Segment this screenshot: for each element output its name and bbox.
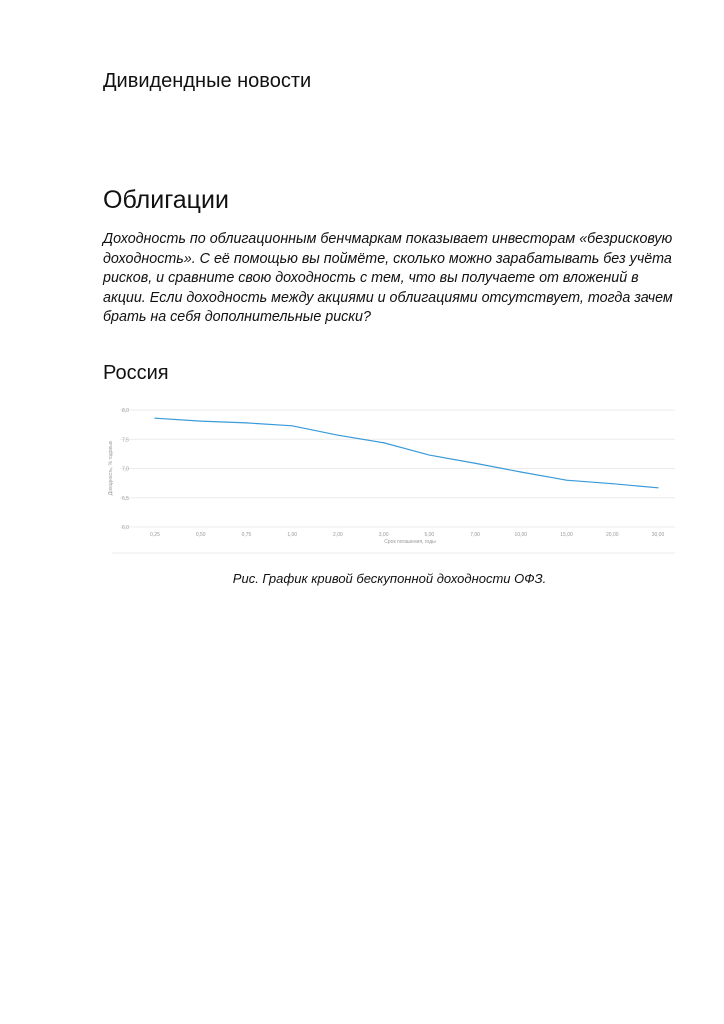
heading-russia: Россия: [103, 362, 169, 384]
x-tick-label: 10,00: [514, 532, 528, 538]
x-tick-label: 0,25: [150, 532, 160, 538]
x-tick-label: 5,00: [424, 532, 435, 538]
data-point: [154, 418, 155, 419]
x-tick-label: 0,75: [241, 532, 252, 538]
y-tick-label: 7,5: [122, 437, 129, 444]
y-tick-label: 8,0: [122, 408, 129, 414]
y-tick-label: 6,0: [122, 525, 129, 531]
x-tick-label: 15,00: [560, 532, 573, 538]
x-tick-label: 0,50: [195, 532, 206, 538]
data-point: [474, 463, 475, 464]
bonds-paragraph: Доходность по облигационным бенчмаркам показывает инвесторам «безрисковую доходность». С её помощью вы поймёте, сколько можно зарабатывать без учёта рисков, и сравните свою доходность с тем, что вы получаете от вложений в акции. Если доходность между акциями и облигациями отсутствует, тогда зачем брать на себя дополнительные риски?: [103, 231, 673, 325]
data-point: [520, 471, 521, 472]
data-point: [200, 421, 201, 422]
x-tick-label: 20,00: [606, 532, 619, 538]
data-point: [337, 435, 338, 436]
y-axis-label: Доходность, % годовых: [108, 440, 114, 496]
data-point: [657, 487, 658, 488]
x-tick-label: 3,00: [378, 532, 389, 538]
heading-dividend-news: Дивидендные новости: [103, 70, 312, 92]
data-point: [246, 422, 247, 423]
x-axis-label: Срок погашения, годы: [384, 539, 436, 545]
x-tick-label: 30,00: [651, 532, 665, 538]
y-tick-label: 7,0: [122, 466, 129, 473]
heading-bonds: Облигации: [103, 186, 229, 214]
yield-curve-chart: [100, 400, 690, 560]
data-point: [429, 454, 430, 455]
series-line: [155, 418, 658, 488]
x-tick-label: 1,00: [287, 532, 298, 538]
x-tick-label: 7,00: [470, 532, 480, 538]
figure-caption: Рис. График кривой бескупонной доходности ОФЗ.: [232, 571, 547, 586]
data-point: [383, 442, 384, 443]
data-point: [612, 483, 613, 484]
data-point: [292, 425, 293, 426]
data-point: [566, 480, 567, 481]
y-tick-label: 6,5: [122, 495, 129, 502]
x-tick-label: 2,00: [333, 532, 343, 538]
